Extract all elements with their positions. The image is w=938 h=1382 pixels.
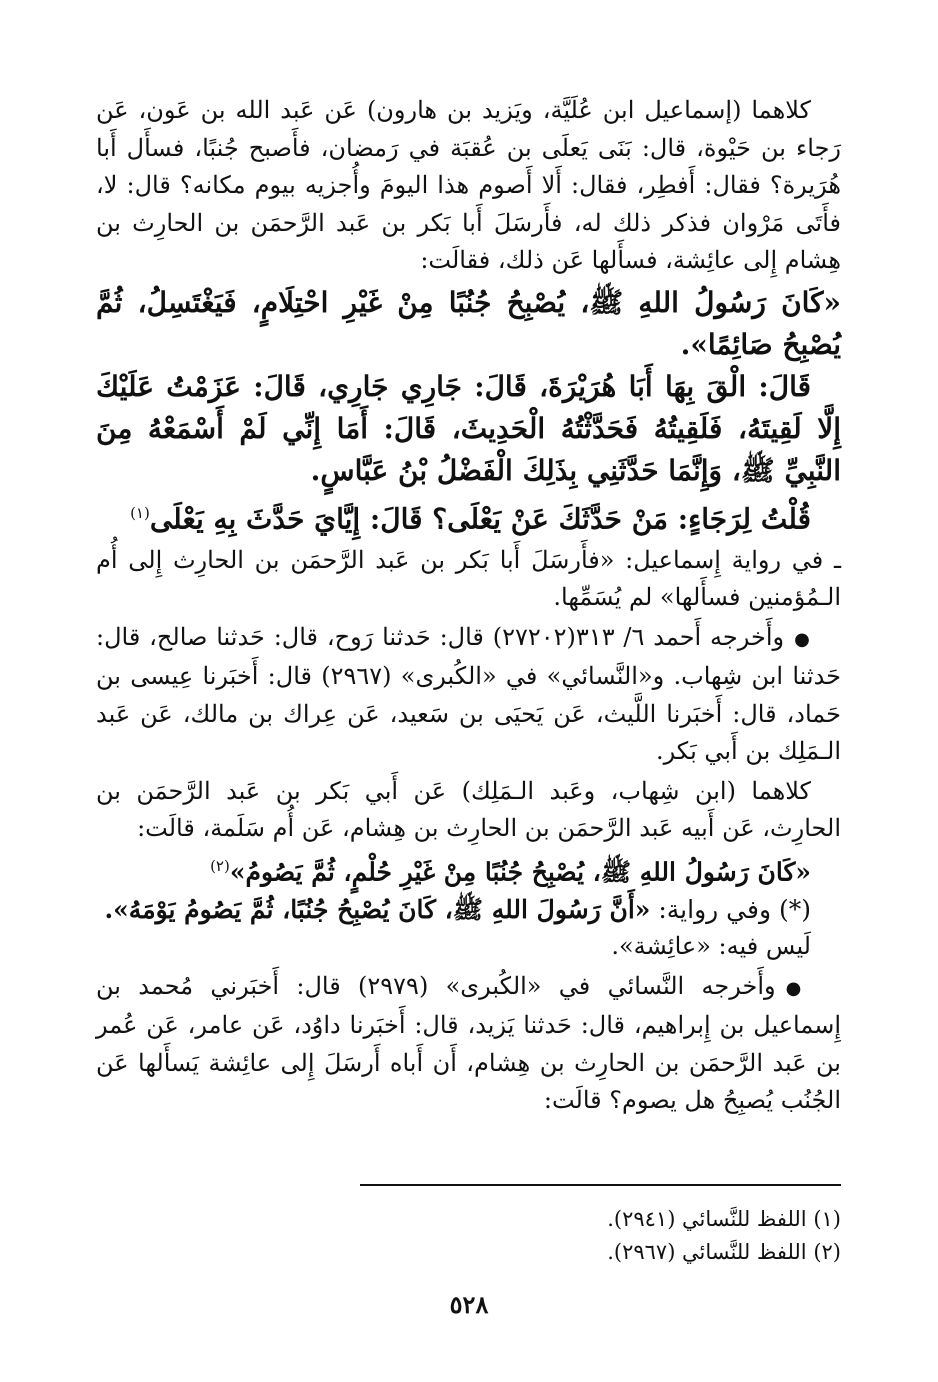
footnote-ref-1: (١): [130, 503, 150, 522]
hadith-text-4-body: «كَانَ رَسُولُ اللهِ ﷺ، يُصْبِحُ جُنُبًا مِنْ غَيْرِ حُلْمٍ، ثُمَّ يَصُومُ»: [229, 857, 811, 887]
paragraph-takhrij-nasai: ● وأَخرجه النَّسائي في «الكُبرى» (٢٩٧٩) قال: أَخبَرني مُحمد بن إِسماعيل بن إِبراهيم، قال: حَدثنا يَزيد، قال: أَخبَرنا داوُد، عَن عامر، عَن عُمر بن عَبد الرَّحمَن بن الحارِث بن هِشام، أَن أَباه أَرسَلَ إِلى عائِشة يَسأَلها عَن الجُنُب يُصبِحُ هل يصوم؟ قالَت:: [96, 968, 841, 1120]
paragraph-isnad-1: كلاهما (إسماعيل ابن عُلَيَّة، ويَزيد بن هارون) عَن عَبد الله بن عَون، عَن رَجاء بن حَيْوة، قال: بَنَى يَعلَى بن عُقبَة في رَمضان، فأَصبح جُنبًا، فسأَل أَبا هُرَيرة؟ فقال: أَفطِر، فقال: أَلا أَصوم هذا اليومَ وأُجزيه بيوم مكانه؟ قال: لا، فأَتَى مَرْوان فذكر ذلك له، فأَرسَلَ أَبا بَكر بن عَبد الرَّحمَن بن الحارِث بن هِشام إِلى عائِشة، فسأَلها عَن ذلك، فقالَت:: [96, 96, 841, 274]
footnote-separator: [360, 1184, 841, 1186]
hadith-text-3: [96, 492, 841, 540]
riwaya-quote: «أَنَّ رَسُولَ اللهِ ﷺ، كَانَ يُصْبِحُ جُنُبًا، ثُمَّ يَصُومُ يَوْمَهُ».: [104, 894, 651, 924]
hadith-text-2: قَالَ: الْقَ بِهَا أَبَا هُرَيْرَةَ، قَالَ: جَارِي جَارِي، قَالَ: عَزَمْتُ عَلَيْكَ إِلَّا لَقِيتَهُ، فَلَقِيتُهُ فَحَدَّثْتُهُ الْحَدِيثَ، قَالَ: أَمَا إِنِّي لَمْ أَسْمَعْهُ مِنَ النَّبِيِّ ﷺ، وَإِنَّمَا حَدَّثَنِي بِذَلِكَ الْفَضْلُ بْنُ عَبَّاسٍ.: [96, 369, 841, 487]
riwaya-label: (*) وفي رواية:: [658, 894, 811, 924]
hadith-text-1: «كَانَ رَسُولُ اللهِ ﷺ، يُصْبِحُ جُنُبًا مِنْ غَيْرِ احْتِلَامٍ، فَيَغْتَسِلُ، ثُمَّ يُصْبِحُ صَائِمًا».: [96, 285, 841, 361]
footnotes: [96, 1203, 841, 1269]
hadith-text-4: [96, 848, 841, 891]
paragraph-riwaya: [96, 891, 841, 929]
paragraph-riwaya-ismail: ـ في رواية إِسماعيل: «فأَرسَلَ أَبا بَكر بن عَبد الرَّحمَن بن الحارِث إِلى أُم الـمُؤمنين فسأَلها» لم يُسَمِّها.: [96, 545, 841, 612]
footnote-ref-2: (٢): [210, 856, 230, 875]
page-body: [96, 92, 841, 1120]
page-number: ٥٢٨: [449, 1290, 489, 1319]
paragraph-isnad-2: كلاهما (ابن شِهاب، وعَبد الـمَلِك) عَن أَبي بَكر بن عَبد الرَّحمَن بن الحارِث، عَن أَبيه عَبد الرَّحمَن بن الحارِث بن هِشام، عَن أُم سَلَمة، قالَت:: [96, 776, 841, 843]
paragraph-laysa-fihi: لَيس فيه: «عائِشة».: [611, 932, 811, 961]
hadith-text-3-body: قُلْتُ لِرَجَاءٍ: مَنْ حَدَّثَكَ عَنْ يَعْلَى؟ قَالَ: إِيَّايَ حَدَّثَ بِهِ يَعْلَى: [149, 501, 811, 535]
paragraph-takhrij-ahmad: ● وأَخرجه أَحمد ٦/ ٣١٣(٢٧٢٠٢) قال: حَدثنا رَوح، قال: حَدثنا صالح، قال: حَدثنا ابن شِهاب. و«النَّسائي» في «الكُبرى» (٢٩٦٧) قال: أَخبَرنا عِيسى بن حَماد، قال: أَخبَرنا اللَّيث، عَن يَحيَى بن سَعيد، عَن عِراك بن مالك، عَن عَبد الـمَلِك بن أَبي بَكر.: [96, 619, 841, 771]
footnote-1: (١) اللفظ للنَّسائي (٢٩٤١).: [607, 1207, 841, 1231]
footnote-2: (٢) اللفظ للنَّسائي (٢٩٦٧).: [607, 1240, 841, 1264]
